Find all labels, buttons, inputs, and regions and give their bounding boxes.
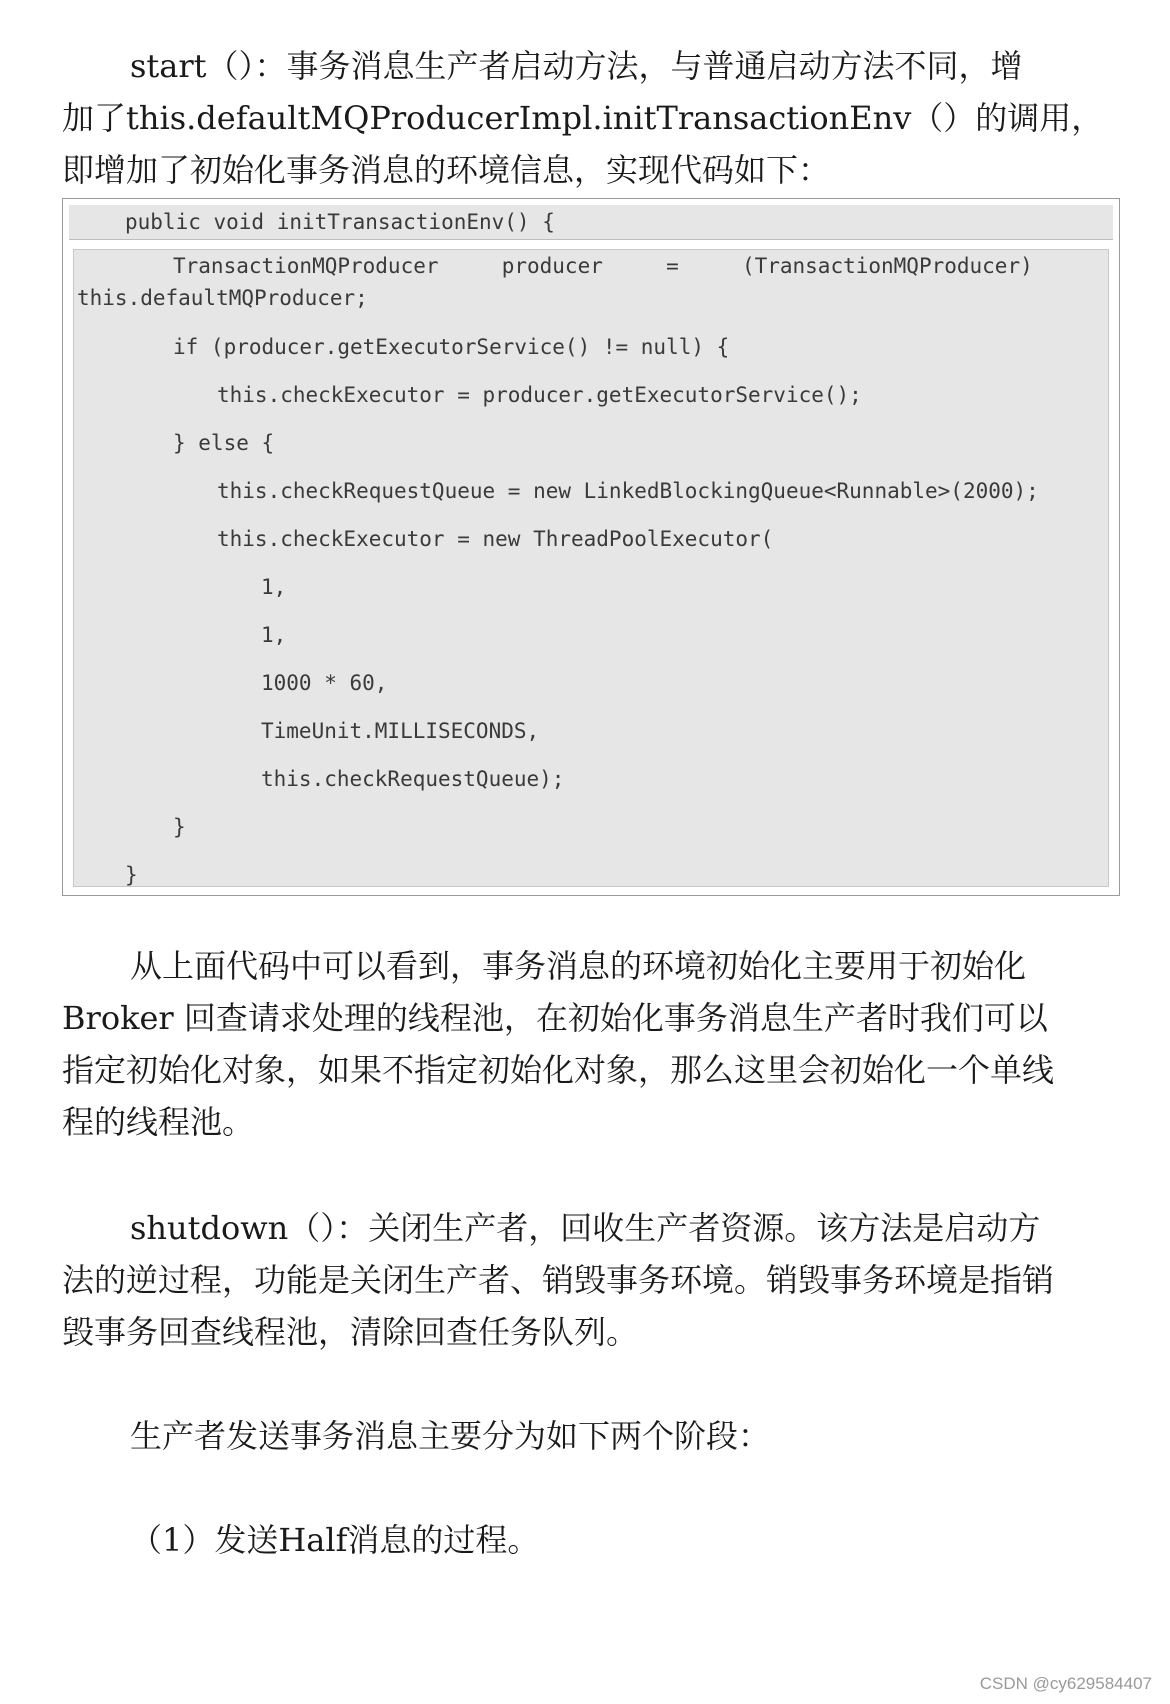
stages-paragraph xyxy=(62,1410,1112,1462)
stage-one-line: （1）发送Half消息的过程。 xyxy=(130,1521,540,1559)
code-line: 1, xyxy=(261,575,287,599)
code-line: } xyxy=(125,863,138,887)
code-line: TimeUnit.MILLISECONDS, xyxy=(261,719,540,743)
explanation-line-2: Broker 回查请求处理的线程池，在初始化事务消息生产者时我们可以 xyxy=(62,999,1048,1037)
intro-line-2: 加了this.defaultMQProducerImpl.initTransactionEnv（）的调用， xyxy=(62,99,1104,137)
code-line: 1000 * 60, xyxy=(261,671,388,695)
explanation-line-4: 程的线程池。 xyxy=(62,1103,255,1141)
explanation-paragraph xyxy=(62,940,1112,1148)
intro-paragraph xyxy=(62,40,1112,196)
code-line: 1, xyxy=(261,623,287,647)
shutdown-line-1: shutdown（）：关闭生产者，回收生产者资源。该方法是启动方 xyxy=(130,1209,1041,1247)
code-line: this.checkExecutor = new ThreadPoolExecutor( xyxy=(217,527,774,551)
code-signature: public void initTransactionEnv() { xyxy=(125,210,555,234)
code-line: this.checkExecutor = producer.getExecutorService(); xyxy=(217,383,862,407)
stages-line: 生产者发送事务消息主要分为如下两个阶段： xyxy=(130,1417,771,1455)
code-line: } xyxy=(173,815,186,839)
code-line: this.checkRequestQueue); xyxy=(261,767,565,791)
csdn-watermark: CSDN @cy629584407 xyxy=(979,1674,1152,1693)
intro-line-1: start（）：事务消息生产者启动方法，与普通启动方法不同，增 xyxy=(130,47,1023,85)
code-block xyxy=(62,198,1120,896)
code-line: this.defaultMQProducer; xyxy=(77,286,368,310)
code-line: if (producer.getExecutorService() != null) { xyxy=(173,335,730,359)
code-line: this.checkRequestQueue = new LinkedBlockingQueue<Runnable>(2000); xyxy=(217,479,1039,503)
shutdown-line-2: 法的逆过程，功能是关闭生产者、销毁事务环境。销毁事务环境是指销 xyxy=(62,1261,1055,1299)
shutdown-paragraph xyxy=(62,1202,1112,1358)
explanation-line-3: 指定初始化对象，如果不指定初始化对象，那么这里会初始化一个单线 xyxy=(62,1051,1055,1089)
stage-one-paragraph xyxy=(62,1514,1112,1566)
code-line: TransactionMQProducer producer = (TransactionMQProducer) xyxy=(173,254,1033,278)
shutdown-line-3: 毁事务回查线程池，清除回查任务队列。 xyxy=(62,1313,639,1351)
code-line: } else { xyxy=(173,431,275,455)
intro-line-3: 即增加了初始化事务消息的环境信息，实现代码如下： xyxy=(62,151,831,189)
explanation-line-1: 从上面代码中可以看到，事务消息的环境初始化主要用于初始化 xyxy=(130,947,1027,985)
